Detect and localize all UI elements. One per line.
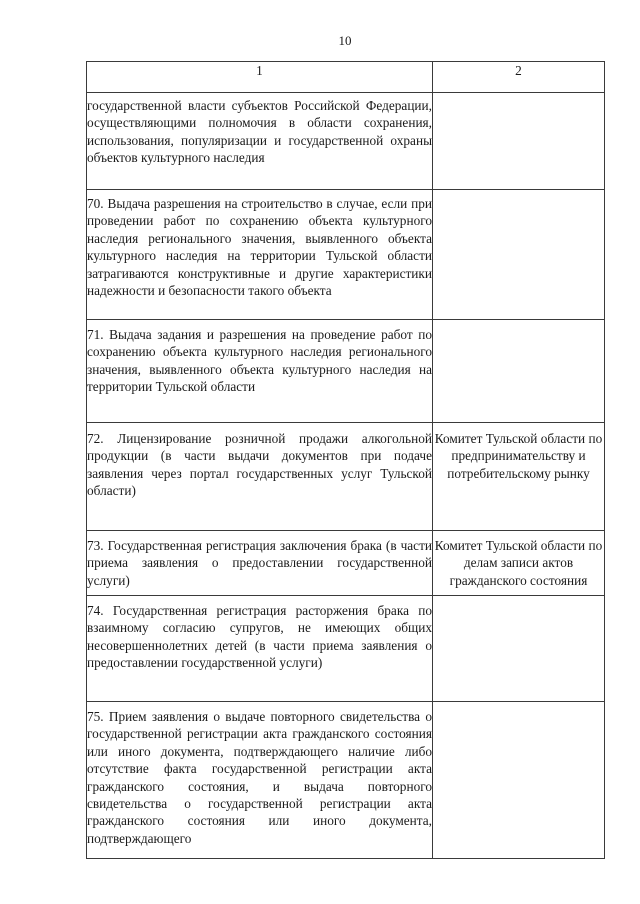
authority-cell	[433, 190, 605, 320]
service-text: 75. Прием заявления о выдаче повторного свидетельства о государственной регистрации акта гражданского состояния или иного документа, подтверждающего наличие либо отсутствие факта государственной регистрации акта гражданского состояния, и выдача повторного свидетельства о государственной регистрации акта гражданского состояния или иного документа, подтверждающего	[87, 709, 432, 846]
service-text: 70. Выдача разрешения на строительство в случае, если при проведении работ по сохранению объекта культурного наследия регионального значения, выявленного объекта культурного наследия на территории Тульской области затрагиваются конструктивные и другие характеристики надежности и безопасности такого объекта	[87, 196, 432, 299]
authority-text: Комитет Тульской области по делам записи актов гражданского состояния	[434, 538, 603, 588]
column-header-2: 2	[433, 62, 605, 93]
authority-text: Комитет Тульской области по предпринимательству и потребительскому рынку	[434, 431, 603, 481]
table-row	[87, 596, 605, 702]
service-text: государственной власти субъектов Российской Федерации, осуществляющими полномочия в области сохранения, использования, популяризации и государственной охраны объектов культурного наследия	[87, 98, 432, 166]
service-cell	[87, 596, 433, 702]
table-row	[87, 93, 605, 190]
service-text: 72. Лицензирование розничной продажи алкогольной продукции (в части выдачи документов при подаче заявления через портал государственных услуг Тульской области)	[87, 431, 432, 499]
table-header-row	[87, 62, 605, 93]
services-table	[86, 61, 605, 859]
table-row	[87, 423, 605, 531]
service-cell	[87, 190, 433, 320]
service-text: 71. Выдача задания и разрешения на проведение работ по сохранению объекта культурного наследия регионального значения, выявленного объекта культурного наследия на территории Тульской области	[87, 327, 432, 395]
service-cell	[87, 531, 433, 596]
table-row	[87, 702, 605, 859]
authority-cell	[433, 596, 605, 702]
table-row	[87, 190, 605, 320]
authority-cell	[433, 320, 605, 423]
authority-cell	[433, 702, 605, 859]
table-row	[87, 320, 605, 423]
service-cell	[87, 320, 433, 423]
service-cell	[87, 702, 433, 859]
service-text: 73. Государственная регистрация заключения брака (в части приема заявления о предоставлении государственной услуги)	[87, 538, 432, 588]
table-row	[87, 531, 605, 596]
authority-cell	[433, 531, 605, 596]
authority-cell	[433, 93, 605, 190]
column-header-1: 1	[87, 62, 433, 93]
page-number: 10	[338, 33, 352, 48]
service-cell	[87, 93, 433, 190]
authority-cell	[433, 423, 605, 531]
service-text: 74. Государственная регистрация расторжения брака по взаимному согласию супругов, не имеющих общих несовершеннолетних детей (в части приема заявления о предоставлении государственной услуги)	[87, 603, 432, 671]
service-cell	[87, 423, 433, 531]
